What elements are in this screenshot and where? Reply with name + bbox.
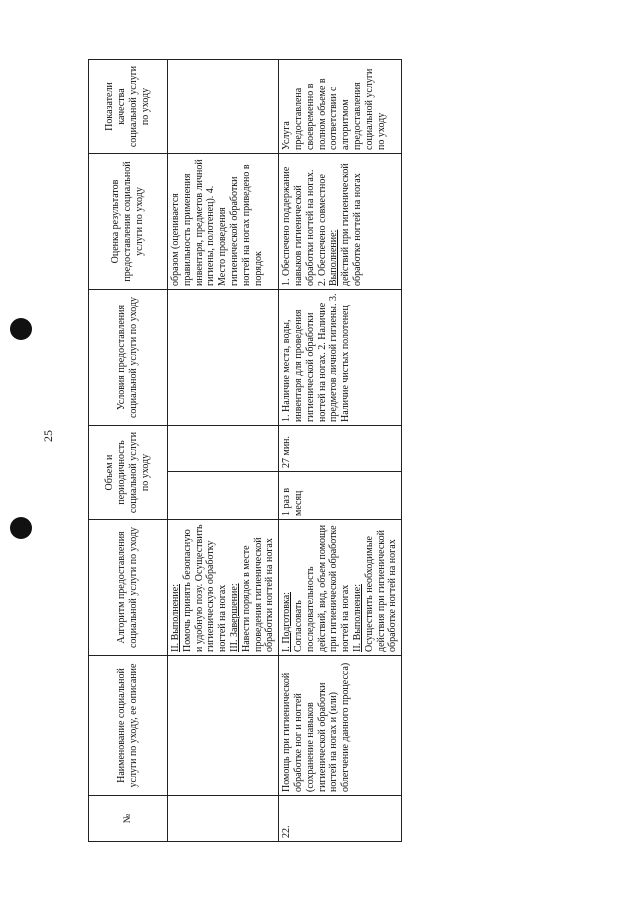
cell-num: 22. <box>279 796 402 842</box>
header-name: Наименование социальной услуги по уходу, ее описание <box>89 656 168 796</box>
cell-algorithm <box>168 520 279 656</box>
cell-conditions <box>168 290 279 426</box>
table-row <box>168 60 279 842</box>
cell-evaluation: образом (оценивается правильность применения инвентаря, предметов личной гигиены, полотенец). 4. Место проведения гигиенической обработки ногтей на ногах приведено в порядок <box>168 154 279 290</box>
evaluation-text: 1. Обеспечено поддержание навыков гигиенической обработки ногтей на ногах. <box>281 166 316 286</box>
cell-name: Помощь при гигиенической обработке ног и ногтей (сохранение навыков гигиенической обработки ногтей на ногах и (или) облегчение данного процесса) <box>279 656 402 796</box>
algorithm-step-title: III. Завершение: <box>228 583 240 652</box>
algorithm-step-text: Осуществить необходимые действия при гигиенической обработке ногтей на ногах <box>363 530 399 652</box>
header-quality: Показатели качества социальной услуги по уходу <box>89 60 168 154</box>
evaluation-text: действий при гигиенической обработке ногтей на ногах <box>340 163 363 286</box>
header-num: № <box>89 796 168 842</box>
algorithm-step-title: II. Выполнение: <box>351 584 363 652</box>
cell-algorithm <box>279 520 402 656</box>
evaluation-text: 2. Обеспечено совместное <box>316 174 328 286</box>
punch-hole-mark <box>10 318 32 340</box>
algorithm-step-text: Согласовать последовательность действий, вид, объем помощи при гигиенической обработке ногтей на ногах <box>292 524 352 652</box>
cell-volume: 27 мин. <box>279 426 402 472</box>
cell-volume <box>168 426 279 472</box>
algorithm-step-title: I. Подготовка: <box>281 592 293 652</box>
cell-quality: Услуга предоставлена своевременно в полном объеме в соответствии с алгоритмом предоставления социальной услуги по уходу <box>279 60 402 154</box>
algorithm-step-text: Навести порядок в месте проведения гигиенической обработки ногтей на ногах <box>240 537 276 652</box>
cell-conditions: 1. Наличие места, воды, инвентаря для проведения гигиенической обработки ногтей на ногах. 2. Наличие предметов личной гигиены. 3. Наличие чистых полотенец <box>279 290 402 426</box>
cell-num <box>168 796 279 842</box>
header-conditions: Условия предоставления социальной услуги по уходу <box>89 290 168 426</box>
punch-hole-mark <box>10 517 32 539</box>
page-number: 25 <box>41 430 55 442</box>
care-services-table <box>88 59 402 842</box>
table-row <box>279 60 402 842</box>
algorithm-step-title: II. Выполнение: <box>170 584 181 652</box>
cell-periodicity <box>168 472 279 520</box>
header-evaluation: Оценка результатов предоставления социальной услуги по уходу <box>89 154 168 290</box>
header-volume: Объем и периодичность социальной услуги по уходу <box>89 426 168 520</box>
care-services-table-wrapper <box>88 60 399 842</box>
cell-quality <box>168 60 279 154</box>
cell-name <box>168 656 279 796</box>
header-algorithm: Алгоритм предоставления социальной услуги по уходу <box>89 520 168 656</box>
cell-evaluation <box>279 154 402 290</box>
cell-periodicity: 1 раз в месяц <box>279 472 402 520</box>
evaluation-step-title: Выполнение: <box>328 229 340 286</box>
algorithm-step-text: Помочь принять безопасную и удобную позу. Осуществить гигиеническую обработку ногтей на ногах <box>181 524 229 652</box>
header-row <box>89 60 168 842</box>
